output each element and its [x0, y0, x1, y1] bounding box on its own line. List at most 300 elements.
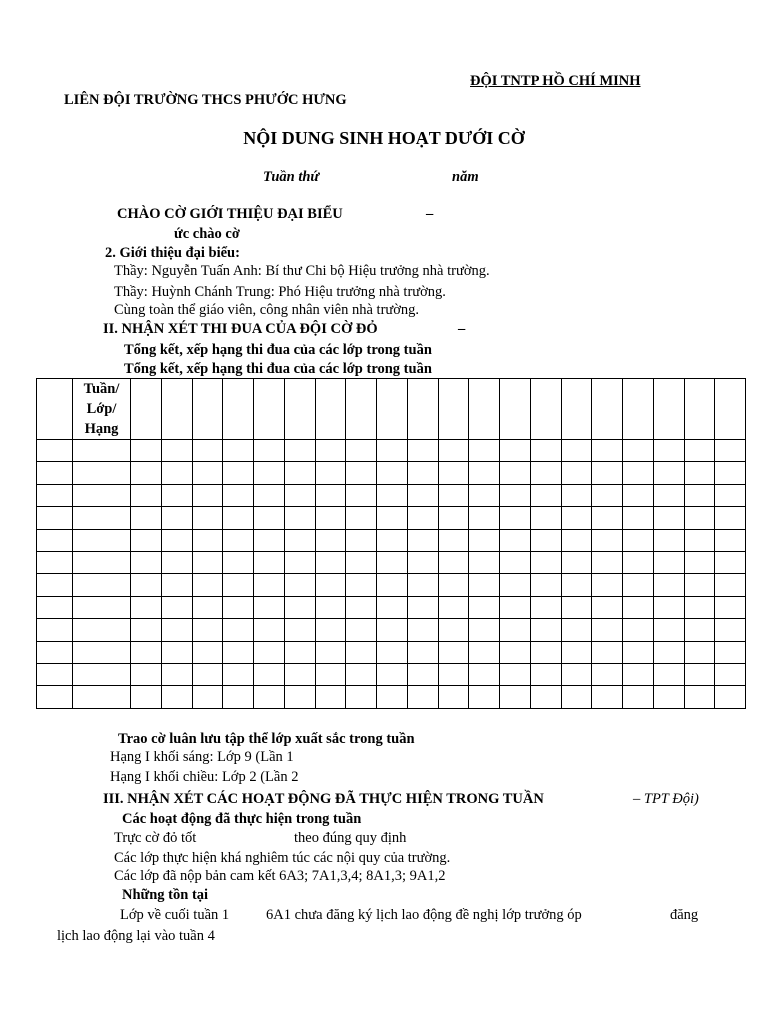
table-cell [161, 574, 192, 596]
year-label: năm [452, 169, 479, 185]
table-cell [530, 619, 561, 641]
table-header-cell [223, 379, 254, 440]
table-cell [469, 440, 500, 462]
issue-line-1c: đăng [670, 907, 699, 923]
table-cell [592, 664, 623, 686]
table-cell [623, 529, 654, 551]
table-cell [223, 462, 254, 484]
activity-line-1b: theo đúng quy định [294, 830, 407, 846]
table-cell [284, 462, 315, 484]
table-cell [561, 440, 592, 462]
table-cell [623, 664, 654, 686]
table-header-cell [653, 379, 684, 440]
table-cell [377, 484, 408, 506]
table-cell [469, 574, 500, 596]
table-cell [500, 596, 531, 618]
table-cell [73, 484, 131, 506]
table-cell [315, 686, 346, 709]
org-name-left: LIÊN ĐỘI TRƯỜNG THCS PHƯỚC HƯNG [64, 92, 347, 108]
table-cell [37, 596, 73, 618]
table-cell [715, 507, 746, 529]
table-cell [315, 664, 346, 686]
table-cell [377, 596, 408, 618]
table-cell [131, 462, 162, 484]
table-cell [715, 641, 746, 663]
table-cell [407, 596, 438, 618]
table-header-label-line: Tuần/ [83, 381, 120, 397]
table-cell [284, 596, 315, 618]
table-cell [407, 686, 438, 709]
table-cell [131, 619, 162, 641]
table-cell [592, 596, 623, 618]
table-cell [715, 552, 746, 574]
table-cell [561, 462, 592, 484]
table-cell [438, 440, 469, 462]
guest-line-2: Thầy: Huỳnh Chánh Trung: Phó Hiệu trưởng nhà trường. [114, 284, 446, 300]
table-cell [469, 462, 500, 484]
table-cell [346, 552, 377, 574]
activity-line-2: Các lớp thực hiện khá nghiêm túc các nội quy của trường. [114, 850, 451, 866]
table-cell [469, 507, 500, 529]
table-cell [37, 462, 73, 484]
table-cell [438, 664, 469, 686]
table-cell [438, 552, 469, 574]
table-cell [592, 641, 623, 663]
table-row [37, 664, 746, 686]
section3-tail: – TPT Đội) [633, 791, 699, 807]
table-cell [73, 507, 131, 529]
table-cell [653, 507, 684, 529]
table-header-cell [254, 379, 285, 440]
table-cell [192, 686, 223, 709]
table-cell [561, 664, 592, 686]
table-cell [192, 552, 223, 574]
table-cell [131, 596, 162, 618]
table-cell [315, 641, 346, 663]
table-cell [315, 440, 346, 462]
table-header-cell [315, 379, 346, 440]
table-header-cell [377, 379, 408, 440]
table-cell [346, 686, 377, 709]
week-label: Tuần thứ [263, 169, 320, 185]
table-cell [73, 440, 131, 462]
table-cell [438, 619, 469, 641]
table-cell [500, 507, 531, 529]
table-cell [37, 574, 73, 596]
activity-line-3: Các lớp đã nộp bản cam kết 6A3; 7A1,3,4; 8A1,3; 9A1,2 [114, 868, 446, 884]
table-cell [346, 462, 377, 484]
table-cell [438, 462, 469, 484]
table-cell [592, 552, 623, 574]
table-cell [653, 641, 684, 663]
table-row [37, 462, 746, 484]
table-cell [561, 574, 592, 596]
table-cell [715, 529, 746, 551]
table-cell [561, 552, 592, 574]
table-cell [561, 507, 592, 529]
table-cell [223, 641, 254, 663]
table-cell [500, 529, 531, 551]
table-header-label-line: Lớp/ [86, 401, 117, 417]
table-cell [346, 641, 377, 663]
award-line-2: Hạng I khối chiều: Lớp 2 (Lần 2 [110, 769, 299, 785]
table-cell [192, 484, 223, 506]
table-cell [530, 507, 561, 529]
table-header-cell [684, 379, 715, 440]
table-cell [438, 507, 469, 529]
table-cell [592, 529, 623, 551]
table-row [37, 529, 746, 551]
table-cell [530, 574, 561, 596]
table-cell [684, 686, 715, 709]
table-cell [284, 664, 315, 686]
table-cell [192, 507, 223, 529]
section2-sub-1: Tổng kết, xếp hạng thi đua của các lớp trong tuần [124, 342, 432, 358]
table-cell [131, 664, 162, 686]
table-cell [500, 484, 531, 506]
table-cell [73, 641, 131, 663]
table-cell [684, 619, 715, 641]
table-cell [561, 619, 592, 641]
table-cell [37, 507, 73, 529]
table-cell [346, 529, 377, 551]
table-cell [715, 574, 746, 596]
table-cell [73, 552, 131, 574]
table-cell [715, 686, 746, 709]
table-cell [161, 641, 192, 663]
table-cell [653, 686, 684, 709]
table-header-cell [530, 379, 561, 440]
table-cell [161, 596, 192, 618]
table-cell [407, 462, 438, 484]
table-header-cell [623, 379, 654, 440]
table-cell [530, 552, 561, 574]
table-cell [684, 507, 715, 529]
table-cell [131, 507, 162, 529]
table-cell [377, 641, 408, 663]
table-cell [623, 484, 654, 506]
table-cell [315, 574, 346, 596]
table-cell [653, 440, 684, 462]
table-cell [73, 462, 131, 484]
table-cell [715, 619, 746, 641]
table-cell [73, 529, 131, 551]
table-cell [315, 507, 346, 529]
table-cell [377, 552, 408, 574]
table-header-cell [284, 379, 315, 440]
table-cell [192, 641, 223, 663]
table-row [37, 552, 746, 574]
table-cell [223, 440, 254, 462]
table-row [37, 641, 746, 663]
table-cell [37, 641, 73, 663]
table-cell [73, 686, 131, 709]
table-cell [73, 574, 131, 596]
table-cell [684, 484, 715, 506]
table-cell [131, 574, 162, 596]
table-cell [469, 596, 500, 618]
table-cell [161, 619, 192, 641]
table-header-cell [37, 379, 73, 440]
table-cell [254, 529, 285, 551]
table-cell [684, 596, 715, 618]
table-cell [684, 664, 715, 686]
table-cell [346, 664, 377, 686]
table-cell [131, 641, 162, 663]
table-header-row [37, 379, 746, 440]
table-cell [500, 574, 531, 596]
table-row [37, 574, 746, 596]
table-cell [223, 686, 254, 709]
award-line-1: Hạng I khối sáng: Lớp 9 (Lần 1 [110, 749, 294, 765]
table-cell [161, 686, 192, 709]
table-cell [284, 552, 315, 574]
table-header-label [73, 379, 131, 440]
table-row [37, 440, 746, 462]
table-cell [131, 552, 162, 574]
table-cell [500, 686, 531, 709]
issue-line-2: lịch lao động lại vào tuần 4 [57, 928, 215, 944]
table-cell [346, 596, 377, 618]
table-cell [438, 686, 469, 709]
section2-heading: II. NHẬN XÉT THI ĐUA CỦA ĐỘI CỜ ĐỎ [103, 321, 378, 337]
table-cell [254, 664, 285, 686]
table-cell [407, 484, 438, 506]
table-cell [530, 529, 561, 551]
table-cell [254, 484, 285, 506]
page-title: NỘI DUNG SINH HOẠT DƯỚI CỜ [243, 128, 525, 148]
table-header-cell [192, 379, 223, 440]
table-cell [592, 440, 623, 462]
table-cell [315, 552, 346, 574]
section1-dash: – [426, 206, 434, 222]
table-cell [407, 641, 438, 663]
table-cell [37, 664, 73, 686]
table-cell [223, 507, 254, 529]
table-cell [438, 574, 469, 596]
table-cell [315, 484, 346, 506]
table-cell [623, 507, 654, 529]
table-cell [254, 619, 285, 641]
table-row [37, 507, 746, 529]
table-header-cell [161, 379, 192, 440]
table-cell [161, 664, 192, 686]
table-header-label-line: Hạng [84, 421, 119, 437]
table-cell [254, 440, 285, 462]
table-cell [530, 686, 561, 709]
table-cell [161, 462, 192, 484]
table-cell [623, 440, 654, 462]
table-cell [377, 507, 408, 529]
table-cell [346, 507, 377, 529]
table-cell [192, 440, 223, 462]
table-cell [161, 552, 192, 574]
issue-line-1b: 6A1 chưa đăng ký lịch lao động đề nghị lớp trưởng óp [266, 907, 582, 923]
table-cell [377, 619, 408, 641]
section1-sub-guests: 2. Giới thiệu đại biểu: [105, 245, 240, 261]
table-cell [407, 574, 438, 596]
table-cell [254, 552, 285, 574]
issue-line-1a: Lớp về cuối tuần 1 [120, 907, 230, 923]
table-cell [592, 507, 623, 529]
table-cell [73, 664, 131, 686]
table-cell [653, 552, 684, 574]
table-cell [530, 462, 561, 484]
table-row [37, 686, 746, 709]
table-cell [315, 619, 346, 641]
table-cell [315, 529, 346, 551]
table-cell [192, 596, 223, 618]
table-cell [223, 619, 254, 641]
table-cell [254, 462, 285, 484]
table-cell [469, 552, 500, 574]
section1-sub-flag-salute: ức chào cờ [174, 226, 240, 242]
table-cell [592, 462, 623, 484]
table-cell [284, 574, 315, 596]
section3-sub-activities: Các hoạt động đã thực hiện trong tuần [122, 811, 362, 827]
table-cell [684, 641, 715, 663]
table-header-cell [715, 379, 746, 440]
table-cell [254, 686, 285, 709]
table-cell [623, 552, 654, 574]
table-cell [653, 619, 684, 641]
table-cell [37, 686, 73, 709]
table-cell [500, 664, 531, 686]
table-cell [192, 529, 223, 551]
table-cell [500, 552, 531, 574]
guest-line-3: Cùng toàn thể giáo viên, công nhân viên nhà trường. [114, 302, 420, 318]
table-cell [346, 619, 377, 641]
table-cell [407, 619, 438, 641]
table-cell [500, 462, 531, 484]
table-cell [469, 664, 500, 686]
table-cell [346, 484, 377, 506]
table-cell [223, 484, 254, 506]
table-cell [438, 596, 469, 618]
table-cell [161, 484, 192, 506]
table-cell [469, 529, 500, 551]
table-row [37, 619, 746, 641]
table-cell [530, 484, 561, 506]
table-cell [530, 641, 561, 663]
section1-heading: CHÀO CỜ GIỚI THIỆU ĐẠI BIỂU [117, 206, 343, 222]
table-cell [223, 664, 254, 686]
org-name-right: ĐỘI TNTP HỒ CHÍ MINH [470, 73, 641, 89]
table-cell [653, 596, 684, 618]
table-cell [223, 529, 254, 551]
table-cell [623, 641, 654, 663]
section3-heading: III. NHẬN XÉT CÁC HOẠT ĐỘNG ĐÃ THỰC HIỆN TRONG TUẦN [103, 791, 544, 807]
table-cell [284, 484, 315, 506]
table-cell [37, 552, 73, 574]
table-cell [223, 596, 254, 618]
table-cell [438, 529, 469, 551]
table-cell [131, 686, 162, 709]
table-cell [438, 484, 469, 506]
table-cell [653, 484, 684, 506]
section2-sub-2: Tổng kết, xếp hạng thi đua của các lớp trong tuần [124, 361, 432, 377]
table-cell [346, 440, 377, 462]
table-header-cell [131, 379, 162, 440]
table-cell [623, 686, 654, 709]
table-cell [530, 664, 561, 686]
table-cell [377, 664, 408, 686]
table-cell [284, 529, 315, 551]
table-cell [530, 440, 561, 462]
table-cell [623, 596, 654, 618]
table-cell [284, 619, 315, 641]
table-cell [438, 641, 469, 663]
table-header-cell [346, 379, 377, 440]
table-cell [684, 552, 715, 574]
table-cell [592, 686, 623, 709]
table-cell [684, 574, 715, 596]
table-cell [469, 619, 500, 641]
table-cell [284, 507, 315, 529]
table-cell [407, 552, 438, 574]
table-cell [715, 440, 746, 462]
table-cell [192, 462, 223, 484]
table-cell [500, 641, 531, 663]
table-header-cell [469, 379, 500, 440]
table-cell [500, 619, 531, 641]
table-cell [37, 440, 73, 462]
table-cell [715, 462, 746, 484]
table-cell [254, 641, 285, 663]
table-cell [73, 619, 131, 641]
table-cell [254, 596, 285, 618]
table-cell [377, 440, 408, 462]
table-cell [37, 484, 73, 506]
table-cell [500, 440, 531, 462]
table-cell [223, 552, 254, 574]
table-cell [561, 484, 592, 506]
table-cell [469, 686, 500, 709]
table-cell [407, 529, 438, 551]
table-cell [161, 440, 192, 462]
table-cell [284, 440, 315, 462]
activity-line-1a: Trực cờ đỏ tốt [114, 830, 197, 846]
table-cell [254, 574, 285, 596]
table-cell [653, 574, 684, 596]
table-cell [315, 596, 346, 618]
section3-sub-issues: Những tồn tại [122, 887, 209, 903]
table-row [37, 596, 746, 618]
table-cell [715, 484, 746, 506]
table-cell [161, 507, 192, 529]
table-cell [161, 529, 192, 551]
table-cell [73, 596, 131, 618]
table-header-cell [407, 379, 438, 440]
table-header-cell [500, 379, 531, 440]
table-cell [592, 619, 623, 641]
table-cell [131, 529, 162, 551]
table-cell [284, 686, 315, 709]
table-cell [684, 440, 715, 462]
table-cell [530, 596, 561, 618]
table-cell [377, 529, 408, 551]
table-cell [131, 440, 162, 462]
table-cell [561, 686, 592, 709]
table-cell [315, 462, 346, 484]
table-cell [592, 574, 623, 596]
table-cell [592, 484, 623, 506]
table-header-cell [561, 379, 592, 440]
table-cell [377, 686, 408, 709]
table-cell [684, 462, 715, 484]
table-row [37, 484, 746, 506]
awards-heading: Trao cờ luân lưu tập thể lớp xuất sắc trong tuần [118, 731, 415, 747]
